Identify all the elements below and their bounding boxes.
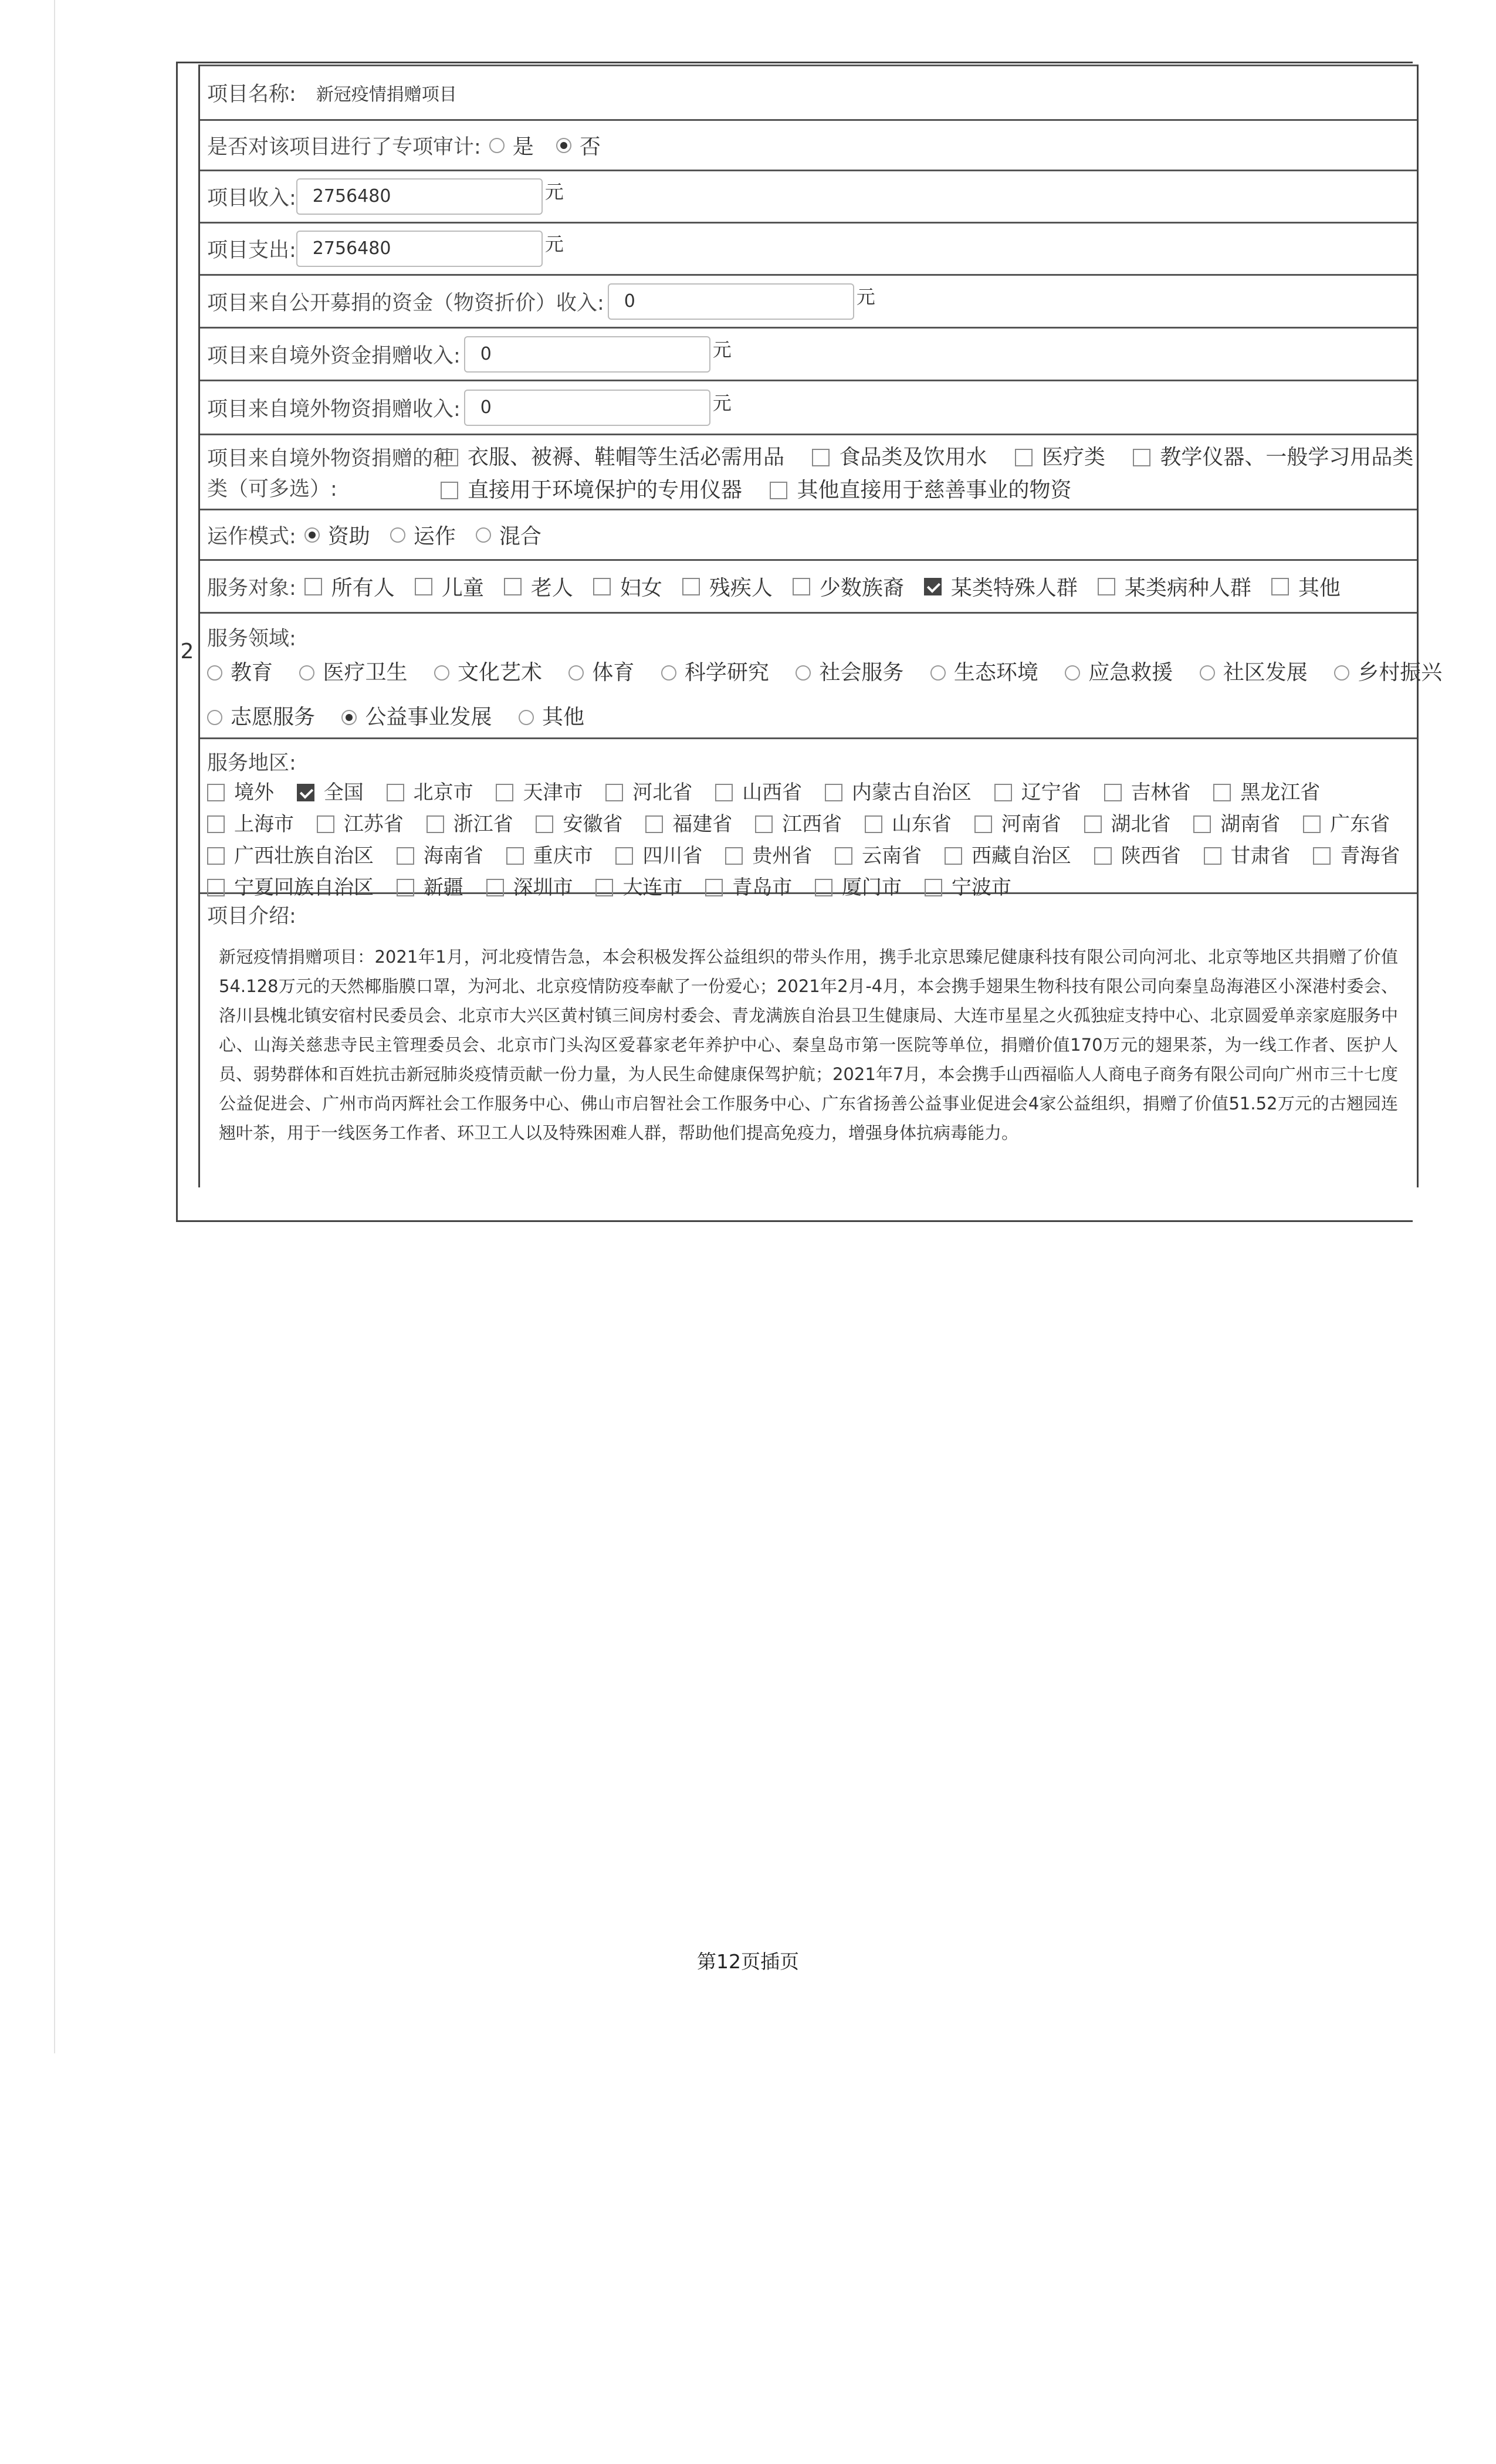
region-checkbox[interactable] [387,784,404,801]
mode-label: 运作 [413,524,456,549]
project-name-row [200,65,1417,121]
region-checkbox[interactable] [207,784,225,801]
region-label: 河南省 [1001,813,1061,836]
region-label: 西藏自治区 [971,844,1071,868]
region-option[interactable] [825,778,972,807]
region-checkbox[interactable] [825,784,842,801]
project-name-label: 项目名称: [207,83,296,106]
target-checkbox[interactable] [1271,578,1289,595]
region-checkbox[interactable] [1204,847,1221,865]
region-checkbox[interactable] [536,815,553,833]
public-fund-income-unit: 元 [856,285,875,308]
field-radio[interactable] [299,665,314,681]
public-fund-income-label: 项目来自公开募捐的资金（物资折价）收入: [207,291,604,315]
region-option[interactable] [207,810,294,839]
region-option[interactable] [1303,810,1390,839]
region-label: 黑龙江省 [1240,781,1321,804]
target-label: 妇女 [620,576,662,600]
region-label: 厦门市 [842,876,902,899]
field-label: 应急救援 [1088,661,1173,685]
region-checkbox[interactable] [994,784,1012,801]
region-option[interactable] [1094,841,1181,871]
region-label: 江西省 [782,813,842,836]
region-checkbox[interactable] [1084,815,1102,833]
overseas-fund-label: 项目来自境外资金捐赠收入: [207,344,461,368]
region-label: 陕西省 [1121,844,1181,868]
field-culture-art[interactable] [434,658,542,688]
region-checkbox[interactable] [1193,815,1211,833]
field-radio[interactable] [796,665,811,681]
target-label: 少数族裔 [819,576,904,600]
mode-option-operate[interactable] [390,520,456,550]
target-label: 残疾人 [709,576,773,600]
target-label: 某类病种人群 [1124,576,1251,600]
field-medical[interactable] [299,658,407,688]
region-checkbox[interactable] [496,784,513,801]
goods-type-label: 教学仪器、一般学习用品类 [1160,445,1414,469]
field-radio[interactable] [1200,665,1215,681]
goods-type-checkbox[interactable] [1015,449,1033,466]
field-label: 教育 [231,661,273,685]
operation-mode-row [200,510,1417,561]
region-option[interactable] [207,778,274,807]
region-label: 北京市 [413,781,473,804]
overseas-goods-row [200,381,1417,435]
audit-yes-label: 是 [512,135,534,159]
mode-option-fund[interactable] [304,520,370,550]
overseas-goods-types-row [200,435,1417,510]
region-option[interactable] [1213,778,1320,807]
region-option[interactable] [974,810,1061,839]
region-label: 境外 [234,781,274,804]
region-checkbox[interactable] [645,815,663,833]
region-option[interactable] [945,841,1071,871]
region-label: 青海省 [1340,844,1400,868]
field-label: 医疗卫生 [323,661,408,685]
special-audit-label: 是否对该项目进行了专项审计: [207,135,481,159]
field-ecology[interactable] [930,658,1038,688]
region-option[interactable] [496,778,583,807]
region-option[interactable] [397,841,483,871]
overseas-goods-unit: 元 [712,391,732,414]
field-radio[interactable] [1334,665,1349,681]
target-special-group[interactable] [924,571,1078,601]
income-row [200,171,1417,224]
region-option[interactable] [605,778,692,807]
region-checkbox[interactable] [865,815,882,833]
goods-type-checkbox[interactable] [441,482,458,499]
overseas-goods-label: 项目来自境外物资捐赠收入: [207,397,461,421]
target-women[interactable] [593,571,662,601]
field-radio[interactable] [207,665,222,681]
region-label: 河北省 [632,781,693,804]
target-disease-group[interactable] [1098,571,1251,601]
field-sports[interactable] [568,658,634,688]
target-label: 所有人 [331,576,395,600]
project-intro-label: 项目介绍: [207,905,296,928]
field-other[interactable] [519,703,584,732]
field-radio[interactable] [1065,665,1080,681]
goods-types-label-line2: 类（可多选）: [207,478,337,501]
field-label: 文化艺术 [457,661,542,685]
overseas-goods-input[interactable]: 0 [464,390,710,426]
field-public-welfare[interactable] [341,703,492,732]
region-label: 甘肃省 [1230,844,1291,868]
region-label: 湖南省 [1220,813,1281,836]
region-label: 贵州省 [752,844,813,868]
region-option-nationwide[interactable] [297,778,364,807]
region-label: 山西省 [742,781,803,804]
region-label: 新疆 [423,876,463,899]
region-option[interactable] [715,778,802,807]
region-checkbox-checked[interactable] [297,784,314,801]
audit-option-no[interactable] [556,130,601,160]
field-research[interactable] [661,658,769,688]
region-option[interactable] [1313,841,1400,871]
target-all[interactable] [304,571,395,601]
service-target-row [200,561,1417,614]
mode-radio[interactable] [390,527,405,543]
overseas-fund-input[interactable]: 0 [464,336,710,373]
mode-label: 混合 [499,524,541,549]
region-option[interactable] [755,810,842,839]
region-label: 深圳市 [513,876,573,899]
scan-edge-line [54,0,55,2053]
field-label: 公益事业发展 [365,705,492,729]
goods-type-checkbox[interactable] [770,482,787,499]
project-form [198,65,1443,1187]
field-label: 乡村振兴 [1358,661,1443,685]
field-radio[interactable] [661,665,676,681]
goods-type-label: 食品类及饮用水 [839,445,987,469]
region-label: 云南省 [862,844,922,868]
goods-type-checkbox[interactable] [441,449,458,466]
region-label: 山东省 [891,813,952,836]
public-fund-income-row [200,276,1417,329]
region-label: 广西壮族自治区 [234,844,374,868]
field-radio[interactable] [519,710,534,725]
field-label: 社会服务 [819,661,904,685]
field-label: 科学研究 [684,661,769,685]
mode-option-mixed[interactable] [476,520,541,550]
region-checkbox[interactable] [1104,784,1122,801]
field-label: 社区发展 [1223,661,1308,685]
region-label: 湖北省 [1111,813,1171,836]
region-option[interactable] [994,778,1081,807]
region-option[interactable] [645,810,732,839]
region-label: 全国 [323,781,364,804]
region-checkbox[interactable] [397,847,414,865]
overseas-fund-row [200,329,1417,381]
goods-type-label: 其他直接用于慈善事业的物资 [797,478,1072,502]
target-minorities[interactable] [793,571,904,601]
region-checkbox[interactable] [207,847,225,865]
service-field-label: 服务领域: [207,627,296,651]
goods-type-label: 衣服、被褥、鞋帽等生活必需用品 [468,445,785,469]
expense-row [200,224,1417,276]
region-label: 宁夏回族自治区 [234,876,374,899]
page-footer-note: 第12页插页 [697,1950,799,1973]
project-name-value: 新冠疫情捐赠项目 [316,84,457,105]
region-option[interactable] [1084,810,1171,839]
field-rural[interactable] [1334,658,1442,688]
region-checkbox[interactable] [715,784,733,801]
service-region-label: 服务地区: [207,752,296,775]
region-label: 吉林省 [1131,781,1191,804]
target-checkbox[interactable] [304,578,322,595]
row-number: 2 [180,639,194,664]
audit-option-yes[interactable] [489,130,534,160]
region-option[interactable] [835,841,922,871]
target-checkbox[interactable] [593,578,611,595]
goods-type-environment[interactable] [441,475,742,506]
field-community[interactable] [1200,658,1308,688]
target-checkbox[interactable] [415,578,432,595]
field-radio[interactable] [207,710,222,725]
region-option[interactable] [1204,841,1291,871]
goods-type-teaching[interactable] [1133,442,1413,473]
goods-type-label: 直接用于环境保护的专用仪器 [468,478,743,502]
region-label: 辽宁省 [1021,781,1081,804]
region-checkbox[interactable] [605,784,623,801]
expense-input[interactable]: 2756480 [296,231,543,267]
target-disabled[interactable] [682,571,773,601]
target-other[interactable] [1271,571,1341,601]
goods-type-checkbox[interactable] [1133,449,1150,466]
region-checkbox[interactable] [317,815,334,833]
income-unit: 元 [544,181,564,203]
field-emergency[interactable] [1065,658,1173,688]
mode-label: 资助 [327,524,370,549]
region-label: 四川省 [642,844,703,868]
field-volunteer[interactable] [207,703,315,732]
goods-type-medical[interactable] [1015,442,1105,473]
region-option[interactable] [725,841,812,871]
mode-radio[interactable] [476,527,491,543]
region-checkbox[interactable] [1094,847,1112,865]
target-checkbox[interactable] [504,578,522,595]
audit-no-radio[interactable] [556,138,571,153]
region-option[interactable] [506,841,593,871]
region-label: 安徽省 [563,813,623,836]
field-social-service[interactable] [796,658,903,688]
region-checkbox[interactable] [755,815,773,833]
audit-no-label: 否 [579,135,601,159]
region-option[interactable] [1104,778,1191,807]
target-checkbox[interactable] [793,578,810,595]
region-label: 上海市 [234,813,294,836]
region-option[interactable] [387,778,473,807]
goods-type-food-water[interactable] [812,442,987,473]
field-radio[interactable] [930,665,946,681]
mode-radio[interactable] [304,527,320,543]
goods-type-daily-necessities[interactable] [441,442,784,473]
target-label: 某类特殊人群 [950,576,1078,600]
region-label: 青岛市 [732,876,793,899]
region-checkbox[interactable] [1313,847,1331,865]
region-checkbox[interactable] [974,815,992,833]
field-education[interactable] [207,658,273,688]
field-label: 志愿服务 [231,705,316,729]
public-fund-income-input[interactable]: 0 [608,283,854,320]
region-checkbox[interactable] [615,847,633,865]
region-label: 大连市 [622,876,683,899]
region-label: 广东省 [1330,813,1390,836]
goods-type-checkbox[interactable] [812,449,830,466]
region-label: 海南省 [423,844,483,868]
goods-type-other-charity[interactable] [770,475,1071,506]
field-label: 其他 [541,705,584,729]
goods-types-label-line1: 项目来自境外物资捐赠的种 [207,447,454,471]
project-intro-text: 新冠疫情捐赠项目：2021年1月，河北疫情告急，本会积极发挥公益组织的带头作用，携手北京思臻尼健康科技有限公司向河北、北京等地区共捐赠了价值54.128万元的天然椰脂膜口罩，为河北、北京疫情防疫奉献了一份爱心；2021年2月-4月，本会携手翅果生物科技有限公司向秦皇岛海港区小深港村委会、洛川县槐北镇安宿村民委员会、北京市大兴区黄村镇三间房村委会、青龙满族自治县卫生健康局、大连市星星之火孤独症支持中心、北京圆爱单亲家庭服务中心、山海关慈悲寺民主管理委员会、北京市门头沟区爱暮家老年养护中心、秦皇岛市第一医院等单位，捐赠价值170万元的翅果茶，为一线工作者、医护人员、弱势群体和百姓抗击新冠肺炎疫情贡献一份力量，为人民生命健康保驾护航；2021年7月，本会携手山西福临人人商电子商务有限公司向广州市三十七度公益促进会、广州市尚丙辉社会工作服务中心、佛山市启智社会工作服务中心、广东省扬善公益事业促进会4家公益组织，捐赠了价值51.52万元的古翘园连翘叶茶，用于一线医务工作者、环卫工人以及特殊困难人群，帮助他们提高免疫力，增强身体抗病毒能力。 [219,947,1398,1143]
target-label: 老人 [530,576,573,600]
service-target-label: 服务对象: [207,576,296,600]
field-label: 体育 [592,661,635,685]
operation-mode-label: 运作模式: [207,524,296,549]
region-checkbox[interactable] [427,815,444,833]
field-radio[interactable] [568,665,584,681]
income-input[interactable]: 2756480 [296,178,543,215]
region-option[interactable] [615,841,702,871]
region-checkbox[interactable] [1303,815,1321,833]
region-label: 浙江省 [453,813,513,836]
field-label: 生态环境 [953,661,1038,685]
audit-yes-radio[interactable] [489,138,505,153]
region-option[interactable] [865,810,952,839]
region-label: 福建省 [672,813,733,836]
income-label: 项目收入: [207,187,296,210]
region-label: 重庆市 [533,844,593,868]
special-audit-row [200,121,1417,171]
region-checkbox[interactable] [835,847,852,865]
region-option[interactable] [207,841,374,871]
region-checkbox[interactable] [207,815,225,833]
project-intro-row [200,894,1417,1187]
expense-unit: 元 [544,233,564,255]
service-region-row [200,739,1417,899]
expense-label: 项目支出: [207,239,296,262]
service-field-row [200,614,1443,739]
target-children[interactable] [415,571,484,601]
overseas-fund-unit: 元 [712,338,732,361]
region-checkbox[interactable] [506,847,524,865]
region-option[interactable] [427,810,513,839]
field-radio-selected[interactable] [341,710,357,725]
target-elderly[interactable] [504,571,573,601]
region-label: 江苏省 [343,813,404,836]
target-label: 其他 [1298,576,1341,600]
region-label: 天津市 [523,781,583,804]
region-label: 宁波市 [951,876,1011,899]
field-radio[interactable] [434,665,449,681]
target-checkbox[interactable] [1098,578,1115,595]
region-checkbox[interactable] [945,847,962,865]
region-option[interactable] [1193,810,1280,839]
target-checkbox[interactable] [682,578,700,595]
region-option[interactable] [317,810,404,839]
region-checkbox[interactable] [725,847,743,865]
region-checkbox[interactable] [1213,784,1231,801]
region-label: 内蒙古自治区 [851,781,972,804]
goods-type-label: 医疗类 [1041,445,1105,469]
target-label: 儿童 [441,576,484,600]
target-checkbox-checked[interactable] [924,578,942,595]
region-option[interactable] [536,810,622,839]
